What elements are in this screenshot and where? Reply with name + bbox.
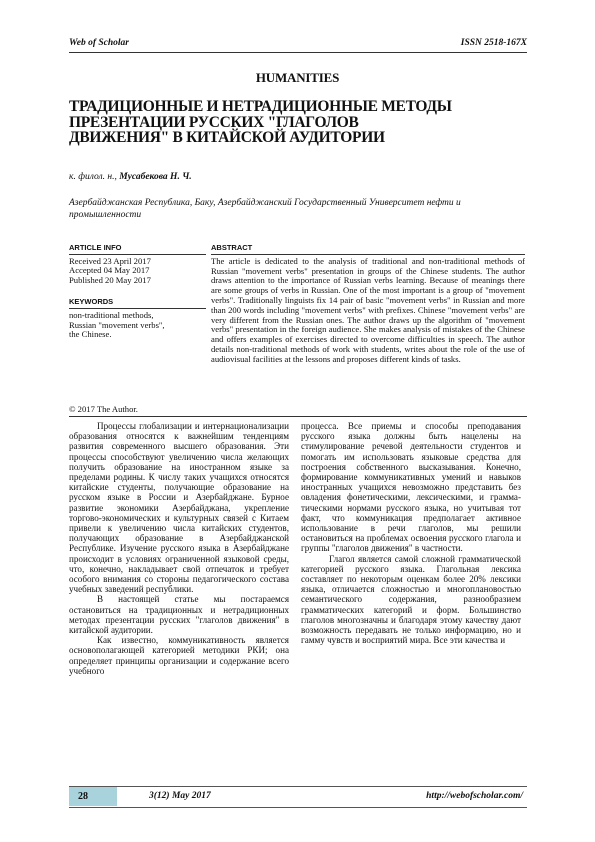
- body-paragraph: В настоящей статье мы постараемся остановиться на традиционных и нетрадиционных методах презентации русских "глаголов движения" в китайской аудитории.: [69, 594, 289, 636]
- issn: ISSN 2518-167X: [460, 38, 527, 48]
- journal-url[interactable]: http://webofscholar.com/: [426, 791, 523, 801]
- published-date: Published 20 May 2017: [69, 274, 151, 285]
- journal-name: Web of Scholar: [69, 38, 129, 48]
- abstract-text: The article is dedicated to the analysis of traditional and non-traditional methods of Russian "movement verbs" presentation in groups of the Chinese students. The author draws attention to the importance of Russian verbs learning. Because of meanings there are some groups of verbs in Russian. One of the most important is a group of "movement verbs". Traditionally linguists fix 14 pair of basic "movement verbs" in Russian and more than 200 words including "movement verbs" with prefixes. Chinese "movement verbs" are very different from the Russian ones. The author draws up the algorithm of "movement verbs" presentation in the foreign audience. She makes analysis of mistakes of the Chinese and offers examples of exercises directed to overcome difficulties in speech. The author details non-traditional methods of work with students, writes about the role of the use of audiovisual facilities at the lessons and proposes different kinds of tasks.: [211, 255, 525, 364]
- title-line: ПРЕЗЕНТАЦИИ РУССКИХ "ГЛАГОЛОВ: [69, 113, 359, 131]
- body-column-right: [301, 421, 521, 645]
- title-line: ТРАДИЦИОННЫЕ И НЕТРАДИЦИОННЫЕ МЕТОДЫ: [69, 98, 452, 115]
- abstract: [211, 243, 525, 365]
- keywords-heading: KEYWORDS: [69, 297, 206, 309]
- keyword: Russian "movement verbs",: [69, 319, 165, 330]
- body-paragraph: Процессы глобализации и интернационализации образования относятся к важнейшим тенденциям развития современного высшего образования. Эти процессы способствуют увеличению числа желающих получить образование на иностранном языке за пределами родины. К числу таких учащихся относятся китайские студенты, получающие образование на русском языке в России и Азербайджане. Бурное развитие экономики Азербайджана, укрепление торгово-экономических и культурных связей с Китаем привели к увеличению числа китайских студентов, получающих образование в Азербайджанской Республике. Изучение русского языка в Азербайджане происходит в условиях ограниченной языковой среды, что, конечно, накладывает свой отпечаток и требует особого внимания со стороны педагогического состава учебных заведений республики.: [69, 421, 289, 595]
- article-info-heading: ARTICLE INFO: [69, 243, 206, 255]
- body-paragraph: Глагол является самой сложной грамматической категорией русского языка. Глагольная лексика составляет по некоторым оценкам более 20% лексики языка, отличается сложностью и многоплановостью семантического содержания, разнообразием грамматических категорий и форм. Большинство глаголов многозначны и благодаря этому качеству дают возможность передавать не только информацию, но и гамму чувств и восприятий мира. Все эти качества и: [301, 553, 521, 646]
- author-degree: к. филол. н.,: [69, 172, 117, 182]
- title-line: ДВИЖЕНИЯ" В КИТАЙСКОЙ АУДИТОРИИ: [69, 129, 385, 146]
- accepted-date: Accepted 04 May 2017: [69, 265, 150, 276]
- header-rule: [69, 52, 527, 53]
- author-line: [69, 172, 192, 182]
- issue-info: 3(12) May 2017: [149, 791, 211, 801]
- copyright: © 2017 The Author.: [69, 404, 138, 414]
- author-name: Мусабекова Н. Ч.: [119, 172, 192, 182]
- section-heading: HUMANITIES: [255, 70, 340, 85]
- received-date: Received 23 April 2017: [69, 255, 151, 266]
- keyword: non-traditional methods,: [69, 309, 154, 320]
- abstract-rule: [69, 416, 527, 417]
- affiliation: Азербайджанская Республика, Баку, Азербайджанский Государственный Университет нефти и промышленности: [69, 198, 461, 220]
- article-info: [69, 243, 206, 340]
- page-number: 28: [78, 791, 88, 802]
- page-number-box: [69, 787, 117, 806]
- body-paragraph: процесса. Все приемы и способы преподавания русского языка должны быть нацелены на стимулирование речевой деятельности студентов и помогать им использовать языковые средства для построения собственного высказывания. Конечно, формирование коммуникативных умений и навыков иностранных учащихся невозможно представить без овладения фонетическими, лексическими, и грамма-тическими нормами русского языка, но учитывая тот факт, что коммуникация предполагает активное использование в речи глаголов, мы решили остановиться на проблемах освоения русского глагола и группы "глаголов движения" в частности.: [301, 421, 521, 554]
- body-column-left: [69, 421, 289, 676]
- article-title: [69, 99, 509, 146]
- abstract-heading: ABSTRACT: [211, 243, 525, 255]
- keyword: the Chinese.: [69, 329, 112, 340]
- body-paragraph: Как известно, коммуникативность является основополагающей категорией методики РКИ; она определяет принципы организации и содержание всего учебного: [69, 635, 289, 676]
